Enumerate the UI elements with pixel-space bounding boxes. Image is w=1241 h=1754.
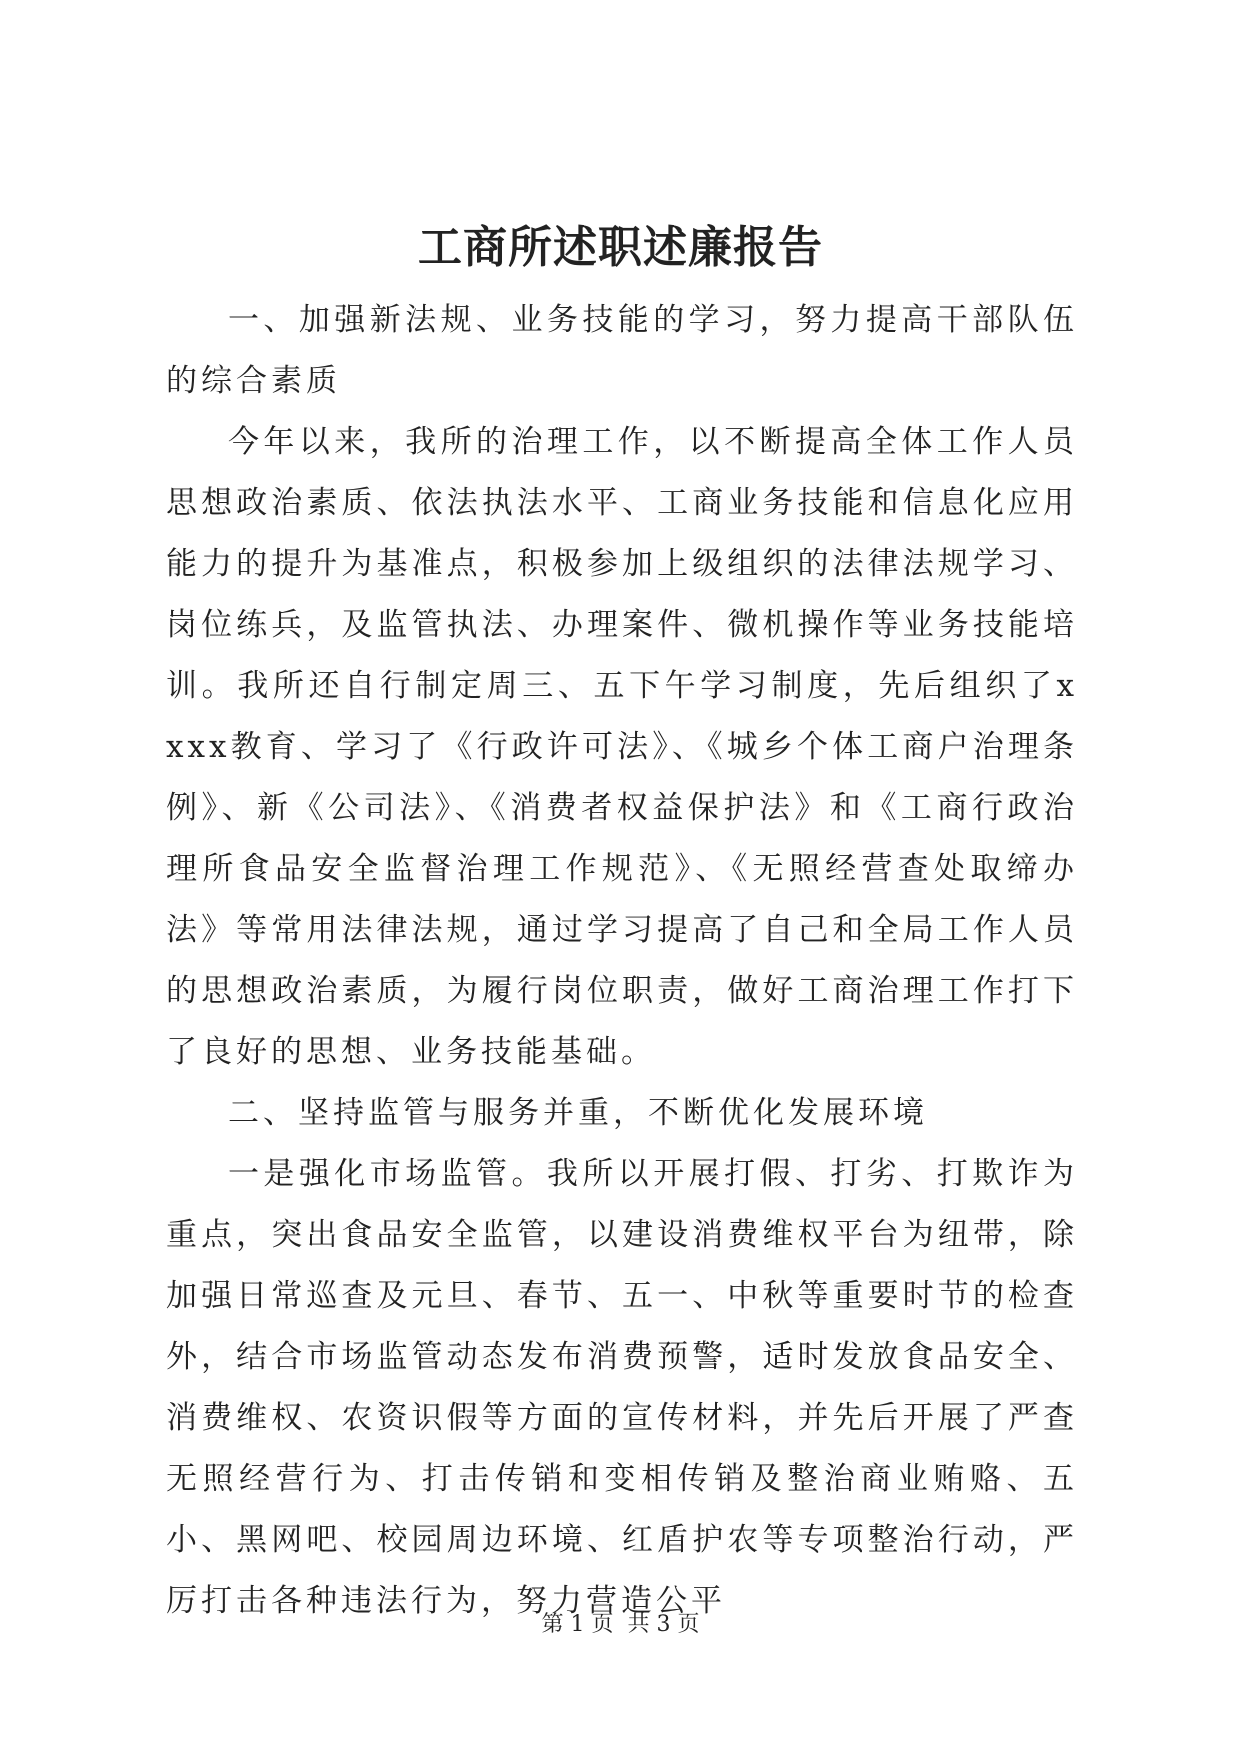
section-heading-2: 二、坚持监管与服务并重，不断优化发展环境	[228, 1095, 928, 1131]
document-title: 工商所述职述廉报告	[418, 222, 823, 273]
page-number: 第 1 页 共 3 页	[541, 1612, 700, 1637]
page-footer	[0, 1610, 1241, 1640]
document-body	[166, 290, 1078, 1632]
section-heading-1: 一、加强新法规、业务技能的学习，努力提高干部队伍的综合素质	[166, 302, 1078, 399]
body-paragraph-2: 一是强化市场监管。我所以开展打假、打劣、打欺诈为重点，突出食品安全监管，以建设消费维权平台为纽带，除加强日常巡查及元旦、春节、五一、中秋等重要时节的检查外，结合市场监管动态发布消费预警，适时发放食品安全、消费维权、农资识假等方面的宣传材料，并先后开展了严查无照经营行为、打击传销和变相传销及整治商业贿赂、五小、黑网吧、校园周边环境、红盾护农等专项整治行动，严厉打击各种违法行为，努力营造公平	[166, 1156, 1078, 1619]
body-paragraph-1: 今年以来，我所的治理工作，以不断提高全体工作人员思想政治素质、依法执法水平、工商业务技能和信息化应用能力的提升为基准点，积极参加上级组织的法律法规学习、岗位练兵，及监管执法、办理案件、微机操作等业务技能培训。我所还自行制定周三、五下午学习制度，先后组织了xxxx教育、学习了《行政许可法》、《城乡个体工商户治理条例》、新《公司法》、《消费者权益保护法》和《工商行政治理所食品安全监督治理工作规范》、《无照经营查处取缔办法》等常用法律法规，通过学习提高了自己和全局工作人员的思想政治素质，为履行岗位职责，做好工商治理工作打下了良好的思想、业务技能基础。	[166, 424, 1078, 1070]
